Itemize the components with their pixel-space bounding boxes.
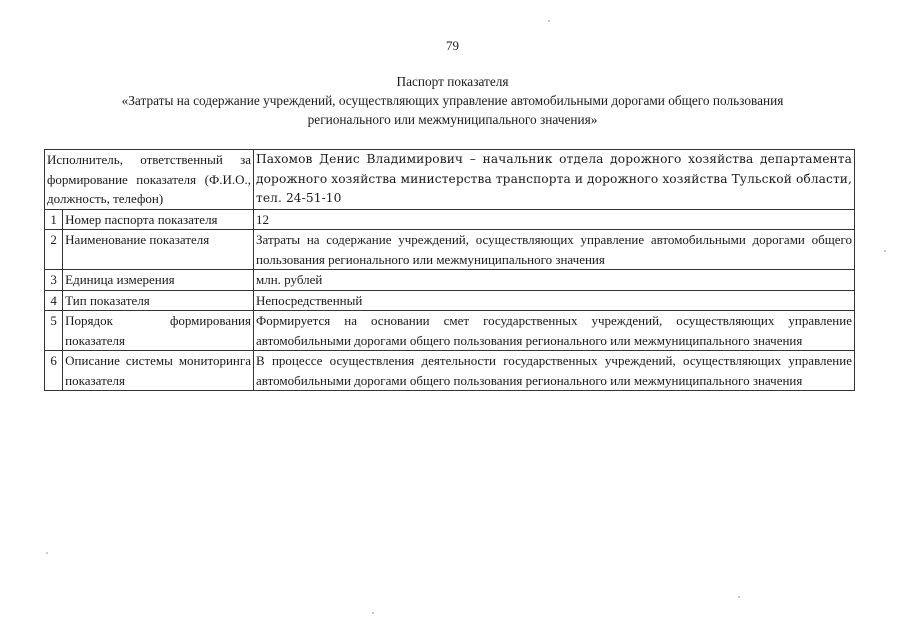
- scan-speck: [46, 552, 48, 554]
- scan-speck: [738, 596, 740, 598]
- table-row: [45, 230, 855, 270]
- scan-speck: [372, 612, 374, 614]
- row-number: 3: [45, 270, 63, 291]
- row-label: Единица измерения: [63, 270, 254, 291]
- row-value: Непосредственный: [254, 290, 855, 311]
- row-label: Порядок формирования показателя: [63, 311, 254, 351]
- scan-speck: [548, 20, 550, 22]
- table-row: [45, 209, 855, 230]
- title-line-2: «Затраты на содержание учреждений, осуществляющих управление автомобильными дорогами общего пользования: [121, 93, 784, 108]
- title-line-3: регионального или межмуниципального значения»: [307, 112, 598, 127]
- row-label: Тип показателя: [63, 290, 254, 311]
- table-row: [45, 351, 855, 391]
- indicator-passport-table: [44, 149, 855, 391]
- executor-value: Пахомов Денис Владимирович – начальник отдела дорожного хозяйства департамента дорожного хозяйства министерства транспорта и дорожного хозяйства Тульской области, тел. 24-51-10: [254, 150, 855, 210]
- page-number: 79: [446, 38, 459, 53]
- executor-row: [45, 150, 855, 210]
- row-value: млн. рублей: [254, 270, 855, 291]
- row-number: 5: [45, 311, 63, 351]
- row-number: 2: [45, 230, 63, 270]
- row-value: 12: [254, 209, 855, 230]
- scan-speck: [884, 250, 886, 252]
- document-title: [40, 72, 865, 129]
- row-number: 1: [45, 209, 63, 230]
- row-value: В процессе осуществления деятельности государственных учреждений, осуществляющих управление автомобильными дорогами общего пользования регионального или межмуниципального значения: [254, 351, 855, 391]
- row-number: 4: [45, 290, 63, 311]
- row-label: Номер паспорта показателя: [63, 209, 254, 230]
- row-value: Затраты на содержание учреждений, осуществляющих управление автомобильными дорогами общего пользования регионального или межмуниципального значения: [254, 230, 855, 270]
- row-label: Описание системы мониторинга показателя: [63, 351, 254, 391]
- title-line-1: Паспорт показателя: [396, 74, 509, 89]
- table-row: [45, 270, 855, 291]
- table-row: [45, 311, 855, 351]
- row-number: 6: [45, 351, 63, 391]
- row-label: Наименование показателя: [63, 230, 254, 270]
- row-value: Формируется на основании смет государственных учреждений, осуществляющих управление автомобильными дорогами общего пользования регионального или межмуниципального значения: [254, 311, 855, 351]
- table-row: [45, 290, 855, 311]
- executor-label: Исполнитель, ответственный за формирование показателя (Ф.И.О., должность, телефон): [45, 150, 254, 210]
